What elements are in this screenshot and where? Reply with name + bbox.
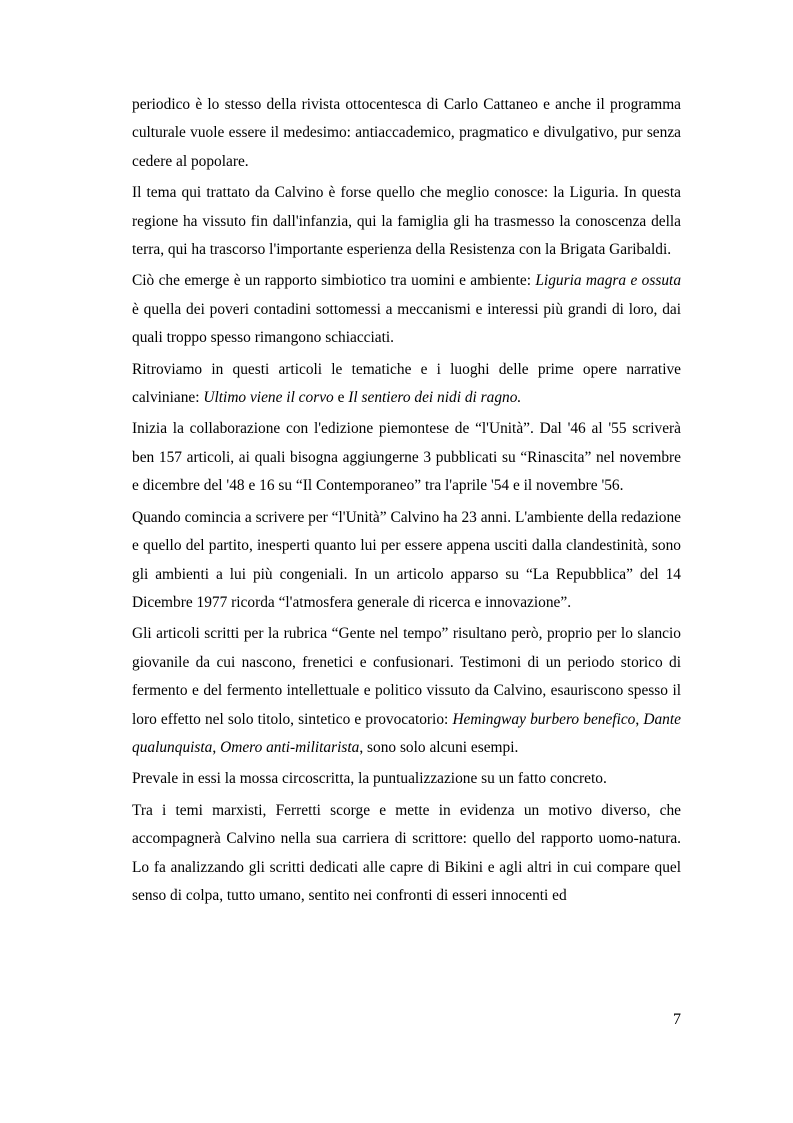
page-number: 7 [673,1011,681,1028]
italic-title: Il sentiero dei nidi di ragno. [348,389,522,407]
paragraph [132,179,681,264]
paragraph [132,765,681,793]
italic-title: Dante qualunquista [132,710,681,756]
text-run: Prevale in essi la mossa circoscritta, la puntualizzazione su un fatto concreto. [132,770,607,788]
paragraph [132,504,681,618]
text-run: Ritroviamo in questi articoli le tematiche e i luoghi delle prime opere narrative calviniane: [132,360,681,407]
paragraph [132,91,681,176]
paragraph [132,620,681,762]
text-run: e [333,389,349,407]
body-text [132,91,681,910]
italic-title: Liguria magra e ossuta [535,272,682,290]
text-run: , [635,710,644,728]
text-run: è quella dei poveri contadini sottomessi a meccanismi e interessi più grandi di loro, dai quali troppo spesso rimangono schiacciati. [132,300,681,347]
italic-title: Ultimo viene il corvo [203,389,334,407]
text-run: Inizia la collaborazione con l'edizione piemontese de “l'Unità”. Dal '46 al '55 scriverà ben 157 articoli, ai quali bisogna aggiungerne 3 pubblicati su “Rinascita” nel novembre e dicembre del '48 e 16 su “Il Contemporaneo” tra l'aprile '54 e il novembre '56. [132,420,681,495]
italic-title: Omero anti-militarista [220,738,360,756]
text-run: periodico è lo stesso della rivista ottocentesca di Carlo Cattaneo e anche il programma culturale vuole essere il medesimo: antiaccademico, pragmatico e divulgativo, pur senza cedere al popolare. [132,96,681,170]
text-run: Ciò che emerge è un rapporto simbiotico tra uomini e ambiente: [132,272,536,290]
paragraph [132,415,681,500]
paragraph [132,797,681,911]
text-run: , sono solo alcuni esempi. [359,738,519,756]
text-run: Il tema qui trattato da Calvino è forse quello che meglio conosce: la Liguria. In questa regione ha vissuto fin dall'infanzia, qui la famiglia gli ha trasmesso la conoscenza della terra, qui ha trascorso l'importante esperienza della Resistenza con la Brigata Garibaldi. [132,184,681,259]
text-run: Tra i temi marxisti, Ferretti scorge e mette in evidenza un motivo diverso, che accompagnerà Calvino nella sua carriera di scrittore: quello del rapporto uomo-natura. Lo fa analizzando gli scritti dedicati alle capre di Bikini e agli altri in cui compare quel senso di colpa, tutto umano, sentito nei confronti di esseri innocenti ed [132,801,681,904]
text-run: , [212,738,221,756]
text-run: Gli articoli scritti per la rubrica “Gente nel tempo” risultano però, proprio per lo slancio giovanile da cui nascono, frenetici e confusionari. Testimoni di un periodo storico di fermento e del fermento intellettuale e politico vissuto da Calvino, esauriscono spesso il loro effetto nel solo titolo, sintetico e provocatorio: [132,625,681,728]
paragraph [132,356,681,413]
italic-title: Hemingway burbero benefico [452,710,636,728]
text-run: Quando comincia a scrivere per “l'Unità” Calvino ha 23 anni. L'ambiente della redazione e quello del partito, inesperti quanto lui per essere appena usciti dalla clandestinità, sono gli ambienti a lui più congeniali. In un articolo apparso su “La Repubblica” del 14 Dicembre 1977 ricorda “l'atmosfera generale di ricerca e innovazione”. [132,508,681,611]
paragraph [132,267,681,352]
